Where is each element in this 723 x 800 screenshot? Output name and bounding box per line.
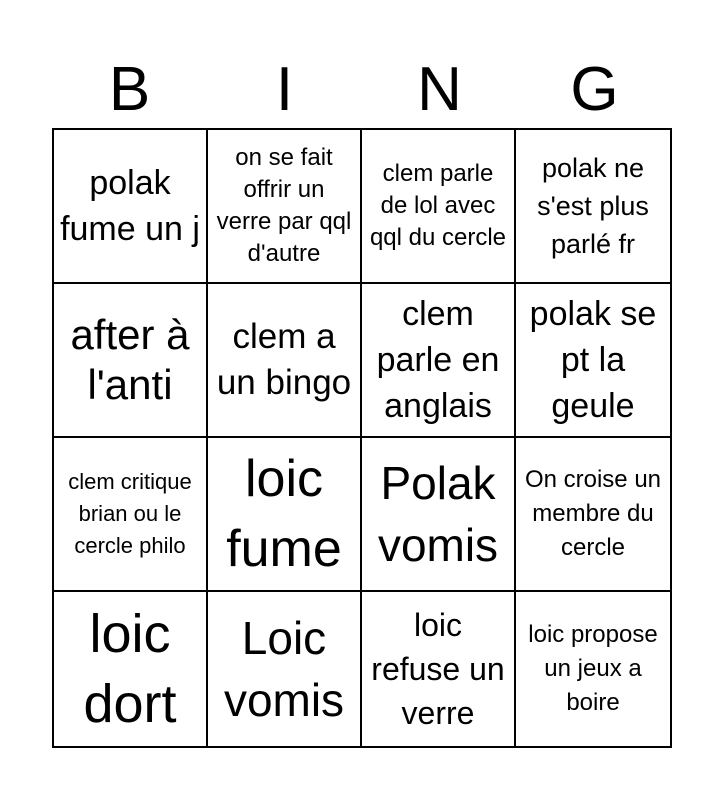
cell-text: polak ne s'est plus parlé fr	[537, 153, 649, 259]
bingo-cell[interactable]	[54, 438, 208, 592]
bingo-cell[interactable]	[516, 438, 670, 592]
cell-text: clem parle de lol avec qql du cercle	[369, 160, 507, 251]
cell-text: loic refuse un verre	[371, 607, 505, 731]
cell-text: On croise un membre du cercle	[524, 466, 662, 561]
cell-text: loic fume	[226, 450, 342, 578]
bingo-cell[interactable]	[208, 592, 362, 746]
cell-text: after à l'anti	[70, 311, 190, 408]
bingo-cell[interactable]	[516, 592, 670, 746]
bingo-cell[interactable]	[516, 284, 670, 438]
bingo-header	[52, 52, 672, 128]
cell-text: loic dort	[83, 604, 177, 734]
header-letter-n: N	[417, 55, 462, 124]
bingo-cell[interactable]	[362, 438, 516, 592]
cell-text: polak fume un j	[60, 164, 200, 248]
header-letter-b: B	[108, 55, 151, 124]
bingo-cell[interactable]	[54, 284, 208, 438]
bingo-cell[interactable]	[362, 284, 516, 438]
cell-text: Polak vomis	[377, 457, 499, 571]
bingo-cell[interactable]	[362, 130, 516, 284]
bingo-cell[interactable]	[208, 284, 362, 438]
bingo-cell[interactable]	[54, 592, 208, 746]
header-letter-g: G	[570, 55, 619, 124]
cell-text: clem parle en anglais	[376, 295, 500, 425]
bingo-cell[interactable]	[208, 438, 362, 592]
cell-text: Loic vomis	[223, 612, 345, 726]
bingo-cell[interactable]	[54, 130, 208, 284]
bingo-board	[52, 128, 672, 748]
bingo-cell[interactable]	[516, 130, 670, 284]
bingo-cell[interactable]	[208, 130, 362, 284]
cell-text: polak se pt la geule	[529, 295, 657, 425]
bingo-cell[interactable]	[362, 592, 516, 746]
header-letter-i: I	[275, 55, 294, 124]
cell-text: on se fait offrir un verre par qql d'autre	[216, 144, 352, 267]
cell-text: clem a un bingo	[216, 317, 352, 402]
cell-text: loic propose un jeux a boire	[528, 621, 658, 716]
cell-text: clem critique brian ou le cercle philo	[68, 469, 192, 558]
